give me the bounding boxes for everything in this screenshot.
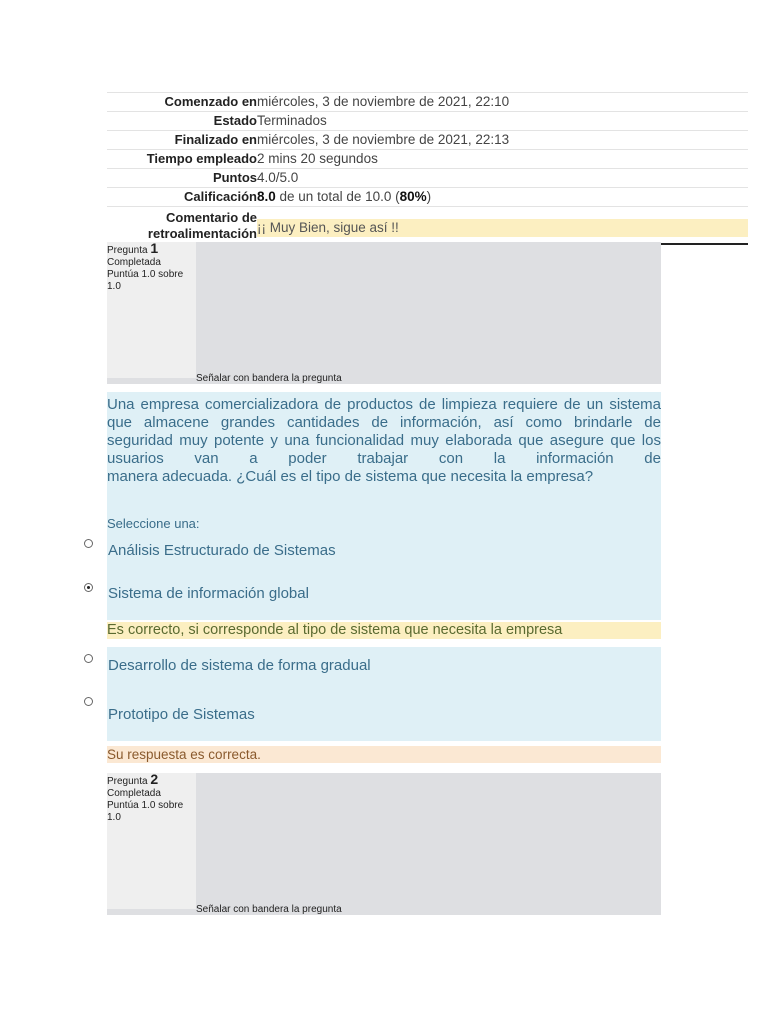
- question-number-value: 1: [150, 240, 159, 256]
- option-label-2[interactable]: Sistema de información global: [108, 585, 309, 602]
- question-number: [107, 242, 196, 257]
- feedback-label-line1: Comentario de: [165, 210, 257, 225]
- question-status: Completada: [107, 788, 161, 799]
- flag-question-link[interactable]: Señalar con bandera la pregunta: [196, 904, 342, 915]
- grade-close: ): [426, 189, 432, 204]
- grade-score: 8.0: [257, 189, 276, 204]
- option-radio-4[interactable]: [84, 697, 93, 706]
- question-1-options-more: [107, 647, 661, 741]
- summary-row-feedback: [107, 206, 748, 245]
- summary-label: Finalizado en: [174, 132, 257, 147]
- summary-label: Estado: [213, 113, 257, 128]
- summary-row-state: [107, 111, 748, 130]
- question-status: Completada: [107, 257, 161, 268]
- summary-value: miércoles, 3 de noviembre de 2021, 22:10: [257, 94, 510, 109]
- question-prefix: Pregunta: [107, 776, 151, 787]
- select-one-prompt: Seleccione una:: [107, 516, 200, 531]
- summary-label: Tiempo empleado: [146, 151, 257, 166]
- flag-question-link[interactable]: Señalar con bandera la pregunta: [196, 373, 342, 384]
- summary-value: 4.0/5.0: [257, 170, 299, 185]
- question-text-end: manera adecuada. ¿Cuál es el tipo de sistema que necesita la empresa?: [107, 468, 594, 485]
- question-number-value: 2: [150, 771, 159, 787]
- summary-value: 2 mins 20 segundos: [257, 151, 378, 166]
- option-feedback: Es correcto, si corresponde al tipo de sistema que necesita la empresa: [107, 622, 661, 639]
- option-radio-1[interactable]: [84, 539, 93, 548]
- option-radio-3[interactable]: [84, 654, 93, 663]
- summary-label: Puntos: [212, 170, 257, 185]
- grade-value: [257, 188, 748, 206]
- summary-row-time: [107, 149, 748, 168]
- overall-feedback: ¡¡ Muy Bien, sigue así !!: [257, 219, 748, 237]
- question-text: [107, 396, 661, 486]
- attempt-summary-table: [107, 92, 748, 245]
- option-radio-2[interactable]: [84, 583, 93, 592]
- option-label-3[interactable]: Desarrollo de sistema de forma gradual: [108, 657, 371, 674]
- summary-row-started: [107, 92, 748, 111]
- summary-row-points: [107, 168, 748, 187]
- answer-result: Su respuesta es correcta.: [107, 746, 661, 763]
- summary-value: Terminados: [257, 113, 327, 128]
- question-2-info: [107, 773, 661, 915]
- summary-value: miércoles, 3 de noviembre de 2021, 22:13: [257, 132, 510, 147]
- summary-label: Comenzado en: [164, 94, 257, 109]
- option-label-4[interactable]: Prototipo de Sistemas: [108, 706, 255, 723]
- summary-label: [107, 209, 257, 243]
- question-score: Puntúa 1.0 sobre 1.0: [107, 269, 184, 292]
- grade-percent: 80%: [399, 189, 427, 204]
- summary-label: Calificación: [184, 189, 257, 204]
- question-2-meta: [107, 773, 196, 909]
- grade-total: de un total de 10.0 (: [275, 189, 400, 204]
- question-text-body: Una empresa comercializadora de productos de limpieza requiere de un sistema que almacene grandes cantidades de información, así como brindarle de seguridad muy potente y una funcionalidad muy elaborada que asegure que los usuarios van a poder trabajar con la información de: [107, 396, 661, 467]
- question-1-content: [107, 392, 661, 620]
- question-score: Puntúa 1.0 sobre 1.0: [107, 800, 184, 823]
- summary-row-finished: [107, 130, 748, 149]
- summary-row-grade: [107, 187, 748, 206]
- question-1-meta: [107, 242, 196, 378]
- question-prefix: Pregunta: [107, 245, 151, 256]
- question-number: [107, 773, 196, 788]
- option-label-1[interactable]: Análisis Estructurado de Sistemas: [108, 542, 336, 559]
- question-1-info: [107, 242, 661, 384]
- feedback-label-line2: retroalimentación: [147, 226, 257, 241]
